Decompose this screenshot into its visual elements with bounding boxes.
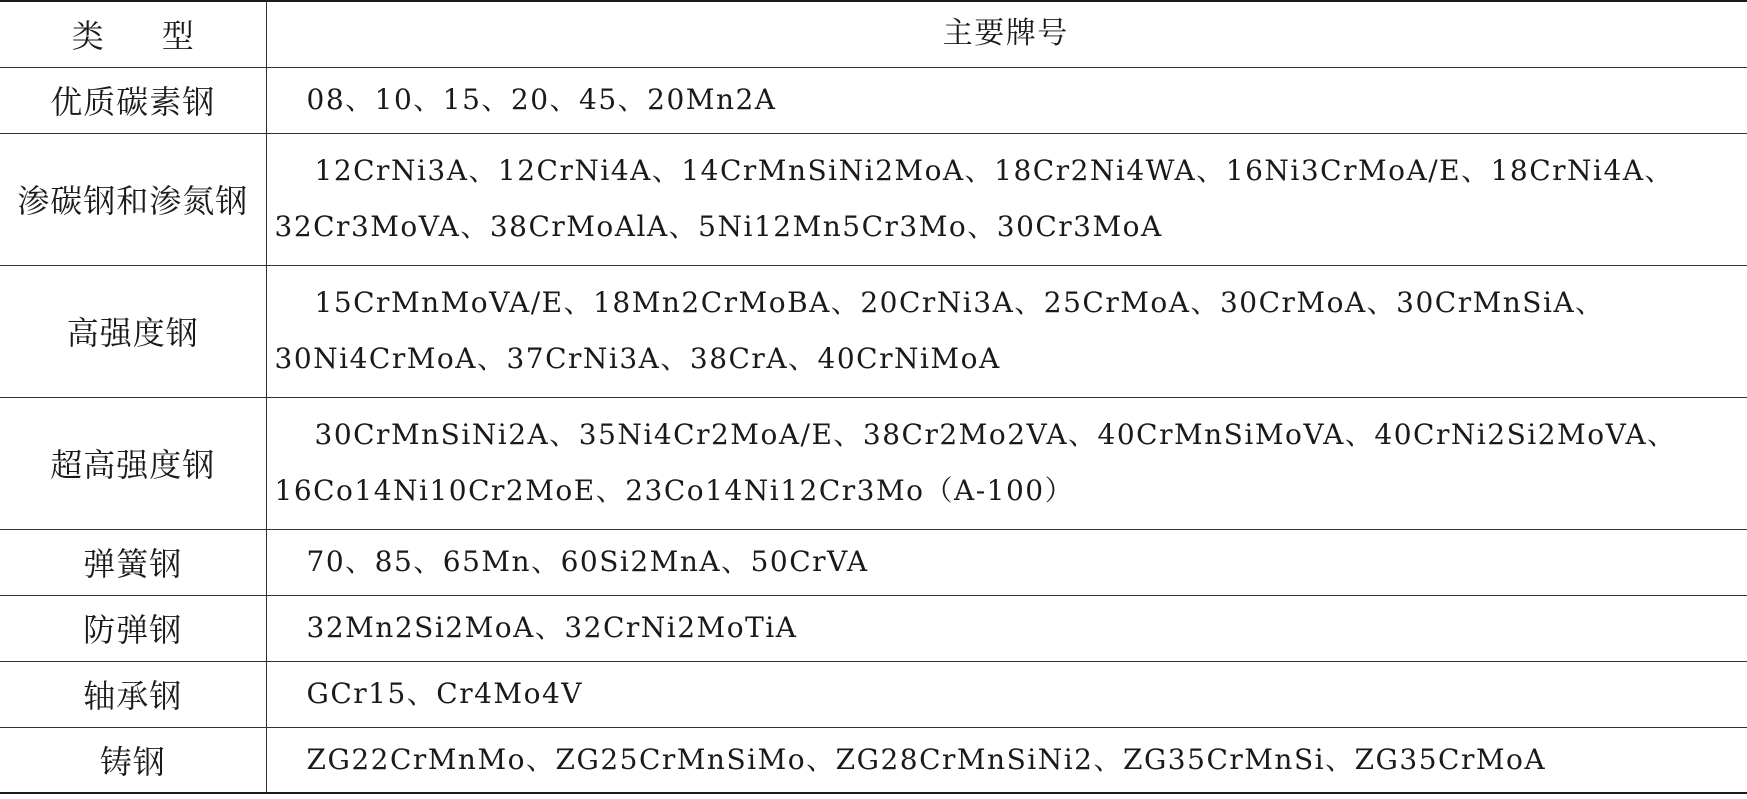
table-row <box>0 67 1747 133</box>
header-grades: 主要牌号 <box>266 1 1747 67</box>
row-type: 优质碳素钢 <box>0 67 266 133</box>
table-row <box>0 727 1747 793</box>
row-grades: ZG22CrMnMo、ZG25CrMnSiMo、ZG28CrMnSiNi2、ZG35CrMnSi、ZG35CrMoA <box>266 727 1747 793</box>
table-row <box>0 397 1747 529</box>
table-row <box>0 529 1747 595</box>
row-type: 铸钢 <box>0 727 266 793</box>
row-grades: 32Mn2Si2MoA、32CrNi2MoTiA <box>266 595 1747 661</box>
table-header-row <box>0 1 1747 67</box>
row-type: 高强度钢 <box>0 265 266 397</box>
table-row <box>0 661 1747 727</box>
row-grades: GCr15、Cr4Mo4V <box>266 661 1747 727</box>
row-type: 弹簧钢 <box>0 529 266 595</box>
row-grades: 30CrMnSiNi2A、35Ni4Cr2MoA/E、38Cr2Mo2VA、40CrMnSiMoVA、40CrNi2Si2MoVA、16Co14Ni10Cr2MoE、23Co14Ni12Cr3Mo（A-100） <box>266 397 1747 529</box>
table-row <box>0 265 1747 397</box>
table-row <box>0 133 1747 265</box>
row-type: 渗碳钢和渗氮钢 <box>0 133 266 265</box>
header-type-label: 类型 <box>71 17 252 56</box>
row-type: 超高强度钢 <box>0 397 266 529</box>
table-row <box>0 595 1747 661</box>
row-grades: 70、85、65Mn、60Si2MnA、50CrVA <box>266 529 1747 595</box>
row-grades: 15CrMnMoVA/E、18Mn2CrMoBA、20CrNi3A、25CrMoA、30CrMoA、30CrMnSiA、30Ni4CrMoA、37CrNi3A、38CrA、40CrNiMoA <box>266 265 1747 397</box>
row-type: 轴承钢 <box>0 661 266 727</box>
row-grades: 12CrNi3A、12CrNi4A、14CrMnSiNi2MoA、18Cr2Ni4WA、16Ni3CrMoA/E、18CrNi4A、32Cr3MoVA、38CrMoAlA、5Ni12Mn5Cr3Mo、30Cr3MoA <box>266 133 1747 265</box>
header-type <box>0 1 266 67</box>
row-grades: 08、10、15、20、45、20Mn2A <box>266 67 1747 133</box>
row-type: 防弹钢 <box>0 595 266 661</box>
